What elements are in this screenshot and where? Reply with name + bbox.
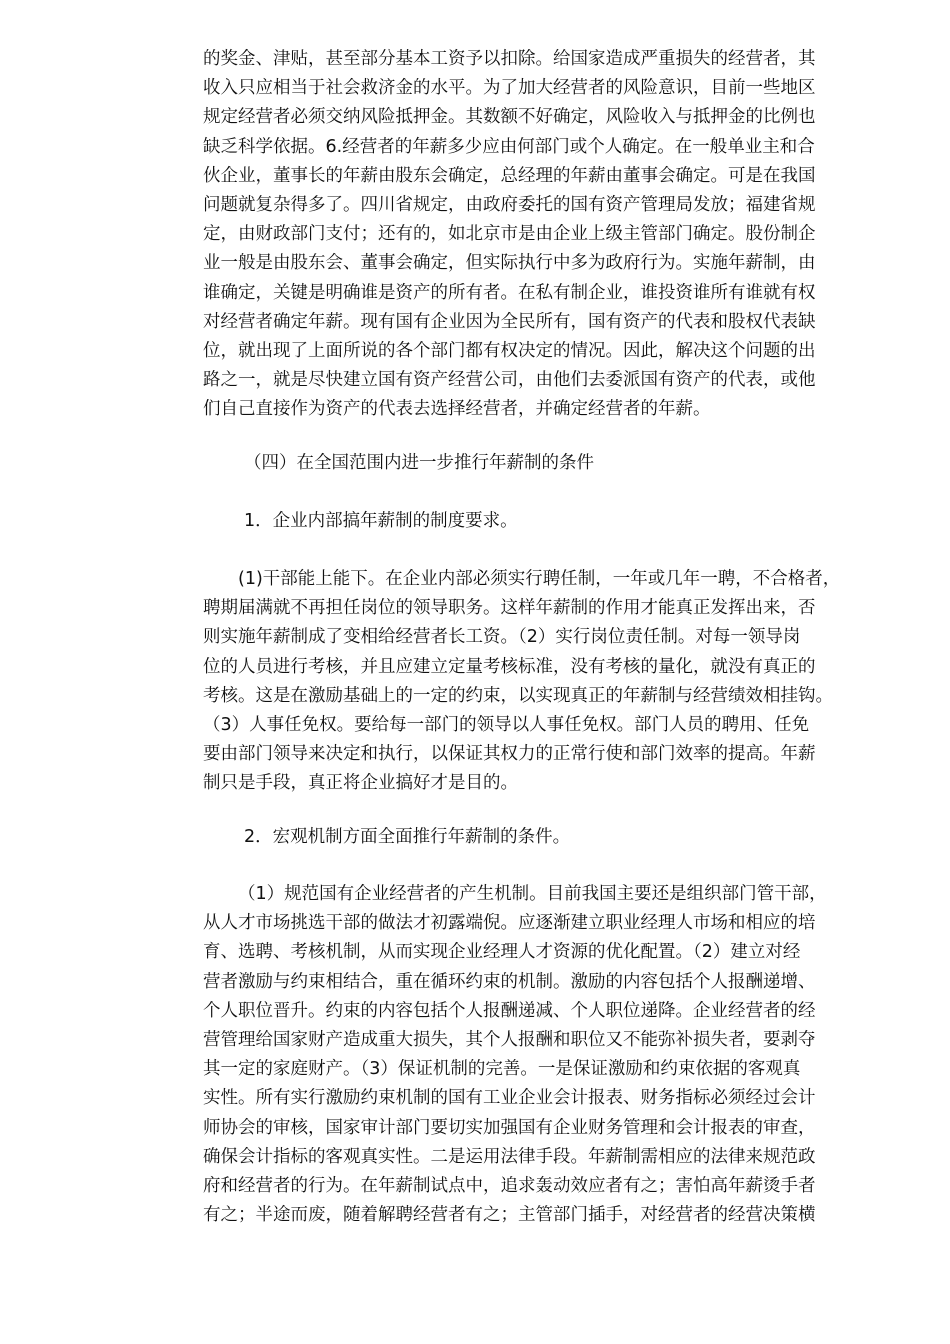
text-line: 业一般是由股东会、董事会确定，但实际执行中多为政府行为。实施年薪制，由 xyxy=(203,253,816,274)
text-line: 有之；半途而废，随着解聘经营者有之；主管部门插手，对经营者的经营决策横 xyxy=(203,1205,816,1226)
text-line: 伙企业，董事长的年薪由股东会确定，总经理的年薪由董事会确定。可是在我国 xyxy=(203,165,816,186)
text-line: 制只是手段，真正将企业搞好才是目的。 xyxy=(203,773,518,794)
text-line: 位，就出现了上面所说的各个部门都有权决定的情况。因此，解决这个问题的出 xyxy=(203,340,816,361)
paragraph-internal-requirements xyxy=(203,565,893,799)
text-line: 收入只应相当于社会救济金的水平。为了加大经营者的风险意识，目前一些地区 xyxy=(203,78,816,99)
subheading-macro-mechanism: 2．宏观机制方面全面推行年薪制的条件。 xyxy=(244,827,571,847)
text-line: 师协会的审核，国家审计部门要切实加强国有企业财务管理和会计报表的审查， xyxy=(203,1117,816,1138)
text-line: 育、选聘、考核机制，从而实现企业经理人才资源的优化配置。（2）建立对经 xyxy=(203,942,801,963)
text-line: 问题就复杂得多了。四川省规定，由政府委托的国有资产管理局发放；福建省规 xyxy=(203,194,816,215)
text-line: （1）规范国有企业经营者的产生机制。目前我国主要还是组织部门管干部， xyxy=(238,884,827,904)
text-line: 定，由财政部门支付；还有的，如北京市是由企业上级主管部门确定。股份制企 xyxy=(203,224,816,245)
text-line: 个人职位晋升。约束的内容包括个人报酬递减、个人职位递降。企业经营者的经 xyxy=(203,1000,816,1021)
text-line: 缺乏科学依据。6.经营者的年薪多少应由何部门或个人确定。在一般单业主和合 xyxy=(203,136,815,157)
text-line: 从人才市场挑选干部的做法才初露端倪。应逐渐建立职业经理人市场和相应的培 xyxy=(203,913,816,934)
subheading-enterprise-internal: 1．企业内部搞年薪制的制度要求。 xyxy=(244,511,518,531)
text-line: 谁确定，关键是明确谁是资产的所有者。在私有制企业，谁投资谁所有谁就有权 xyxy=(203,282,816,303)
text-line: 要由部门领导来决定和执行，以保证其权力的正常行使和部门效率的提高。年薪 xyxy=(203,744,816,765)
text-line: 实性。所有实行激励约束机制的国有工业企业会计报表、财务指标必须经过会计 xyxy=(203,1088,816,1109)
text-line: 路之一，就是尽快建立国有资产经营公司，由他们去委派国有资产的代表，或他 xyxy=(203,370,816,391)
text-line: 位的人员进行考核，并且应建立定量考核标准，没有考核的量化，就没有真正的 xyxy=(203,656,816,677)
text-line: 的奖金、津贴，甚至部分基本工资予以扣除。给国家造成严重损失的经营者，其 xyxy=(203,49,816,69)
section-heading-4: （四）在全国范围内进一步推行年薪制的条件 xyxy=(244,453,594,473)
text-line: 营者激励与约束相结合，重在循环约束的机制。激励的内容包括个人报酬递增、 xyxy=(203,971,816,992)
text-line: 确保会计指标的客观真实性。二是运用法律手段。年薪制需相应的法律来规范政 xyxy=(203,1146,816,1167)
paragraph-macro-conditions xyxy=(203,880,893,1230)
text-line: 府和经营者的行为。在年薪制试点中，追求轰动效应者有之；害怕高年薪烫手者 xyxy=(203,1175,816,1196)
text-line: 则实施年薪制成了变相给经营者长工资。（2）实行岗位责任制。对每一领导岗 xyxy=(203,627,801,648)
text-line: 聘期届满就不再担任岗位的领导职务。这样年薪制的作用才能真正发挥出来，否 xyxy=(203,598,816,619)
paragraph-annual-salary-determination xyxy=(203,45,893,424)
text-line: 们自己直接作为资产的代表去选择经营者，并确定经营者的年薪。 xyxy=(203,399,711,420)
text-line: （3）人事任免权。要给每一部门的领导以人事任免权。部门人员的聘用、任免 xyxy=(203,714,810,735)
text-line: 规定经营者必须交纳风险抵押金。其数额不好确定，风险收入与抵押金的比例也 xyxy=(203,107,816,128)
text-line: 其一定的家庭财产。（3）保证机制的完善。一是保证激励和约束依据的客观真 xyxy=(203,1059,801,1080)
text-line: 营管理给国家财产造成重大损失，其个人报酬和职位又不能弥补损失者，要剥夺 xyxy=(203,1029,816,1050)
text-line: 对经营者确定年薪。现有国有企业因为全民所有，国有资产的代表和股权代表缺 xyxy=(203,311,816,332)
text-line: (1)干部能上能下。在企业内部必须实行聘任制，一年或几年一聘，不合格者， xyxy=(238,569,841,589)
text-line: 考核。这是在激励基础上的一定的约束，以实现真正的年薪制与经营绩效相挂钩。 xyxy=(203,685,833,706)
